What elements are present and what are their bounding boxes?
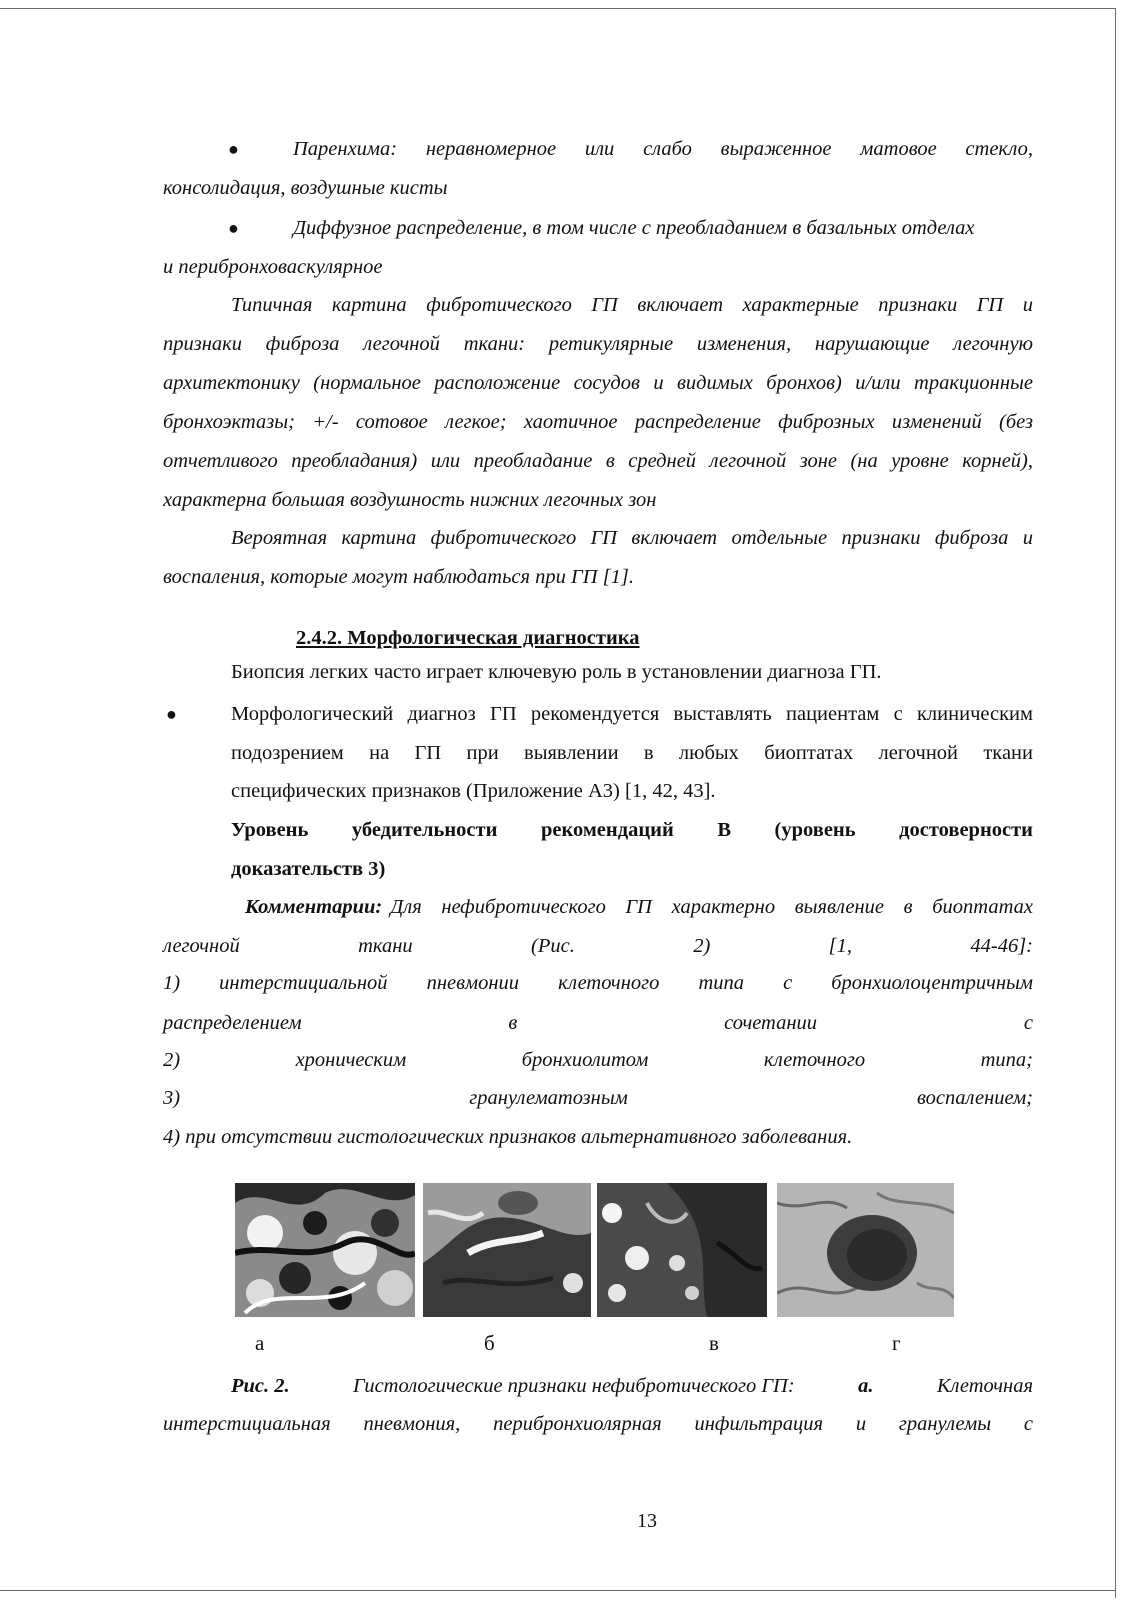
- comment-line: распределением в сочетании с: [163, 1012, 1033, 1034]
- paragraph-typical-line: Типичная картина фибротического ГП включает характерные признаки ГП и: [231, 294, 1033, 316]
- bullet-dot: ●: [228, 139, 239, 159]
- bullet-dot: ●: [228, 218, 239, 238]
- page-border-right: [1115, 8, 1116, 1598]
- paragraph-typical-line: отчетливого преобладания) или преобладание в средней легочной зоне (на уровне корней),: [163, 450, 1033, 472]
- intro-text: Биопсия легких часто играет ключевую роль в установлении диагноза ГП.: [231, 661, 882, 683]
- paragraph-typical-line: бронхоэктазы; +/- сотовое легкое; хаотичное распределение фиброзных изменений (без: [163, 411, 1033, 433]
- paragraph-typical-line: архитектонику (нормальное расположение сосудов и видимых бронхов) и/или тракционные: [163, 372, 1033, 394]
- histology-image-a: [235, 1183, 415, 1317]
- caption-title: Гистологические признаки нефибротического ГП:: [353, 1375, 795, 1397]
- comment-text: Для нефибротического ГП характерно выявление в биоптатах: [390, 896, 1033, 918]
- figure-label-c: в: [709, 1331, 719, 1355]
- caption-line1-end: Клеточная: [936, 1375, 1033, 1397]
- recommendation-line: подозрением на ГП при выявлении в любых биоптатах легочной ткани: [231, 742, 1033, 764]
- recommendation-line: специфических признаков (Приложение А3) [1, 42, 43].: [231, 780, 716, 802]
- bullet-parenchyma-line1: Паренхима: неравномерное или слабо выраженное матовое стекло,: [293, 138, 1033, 160]
- bullet-parenchyma-line2: консолидация, воздушные кисты: [163, 177, 448, 199]
- page-border-top: [0, 8, 1116, 9]
- paragraph-probable-line: Вероятная картина фибротического ГП включает отдельные признаки фиброза и: [231, 527, 1033, 549]
- comment-line: 1) интерстициальной пневмонии клеточного типа с бронхиолоцентричным: [163, 972, 1033, 994]
- paragraph-typical-line: характерна большая воздушность нижних легочных зон: [163, 489, 657, 511]
- histology-image-c: [597, 1183, 767, 1317]
- recommendation-line: Морфологический диагноз ГП рекомендуется выставлять пациентам с клиническим: [231, 703, 1033, 725]
- page-border-bottom: [0, 1590, 1116, 1591]
- comment-line: 3) гранулематозным воспалением;: [163, 1087, 1033, 1109]
- comment-line: 4) при отсутствии гистологических признаков альтернативного заболевания.: [163, 1126, 853, 1148]
- figure-caption-line1: [231, 1373, 1033, 1399]
- comment-line: легочной ткани (Рис. 2) [1, 44-46]:: [163, 935, 1033, 957]
- bullet-dot: ●: [166, 704, 177, 724]
- section-heading: 2.4.2. Морфологическая диагностика: [296, 627, 640, 649]
- histology-image-d: [777, 1183, 954, 1317]
- histology-image-b: [423, 1183, 591, 1317]
- bullet-distribution-line1: Диффузное распределение, в том числе с преобладанием в базальных отделах: [293, 217, 975, 239]
- caption-figure-ref: Рис. 2.: [231, 1375, 290, 1397]
- comment-label: Комментарии:: [245, 896, 383, 918]
- evidence-level-line: Уровень убедительности рекомендаций В (уровень достоверности: [231, 819, 1033, 841]
- figure-label-d: г: [892, 1331, 901, 1355]
- evidence-level-line: доказательств 3): [231, 858, 386, 880]
- caption-label-a: а.: [858, 1375, 874, 1397]
- comment-line: 2) хроническим бронхиолитом клеточного типа;: [163, 1049, 1033, 1071]
- histology-figure-row: [235, 1183, 1065, 1318]
- comment-first-line: [245, 894, 1033, 920]
- figure-label-b: б: [484, 1331, 495, 1355]
- figure-caption-line2: интерстициальная пневмония, перибронхиолярная инфильтрация и гранулемы с: [163, 1413, 1033, 1435]
- paragraph-probable-line: воспаления, которые могут наблюдаться при ГП [1].: [163, 566, 634, 588]
- figure-label-a: а: [255, 1331, 265, 1355]
- page-number: 13: [637, 1510, 657, 1532]
- paragraph-typical-line: признаки фиброза легочной ткани: ретикулярные изменения, нарушающие легочную: [163, 333, 1033, 355]
- bullet-distribution-line2: и перибронховаскулярное: [163, 256, 383, 278]
